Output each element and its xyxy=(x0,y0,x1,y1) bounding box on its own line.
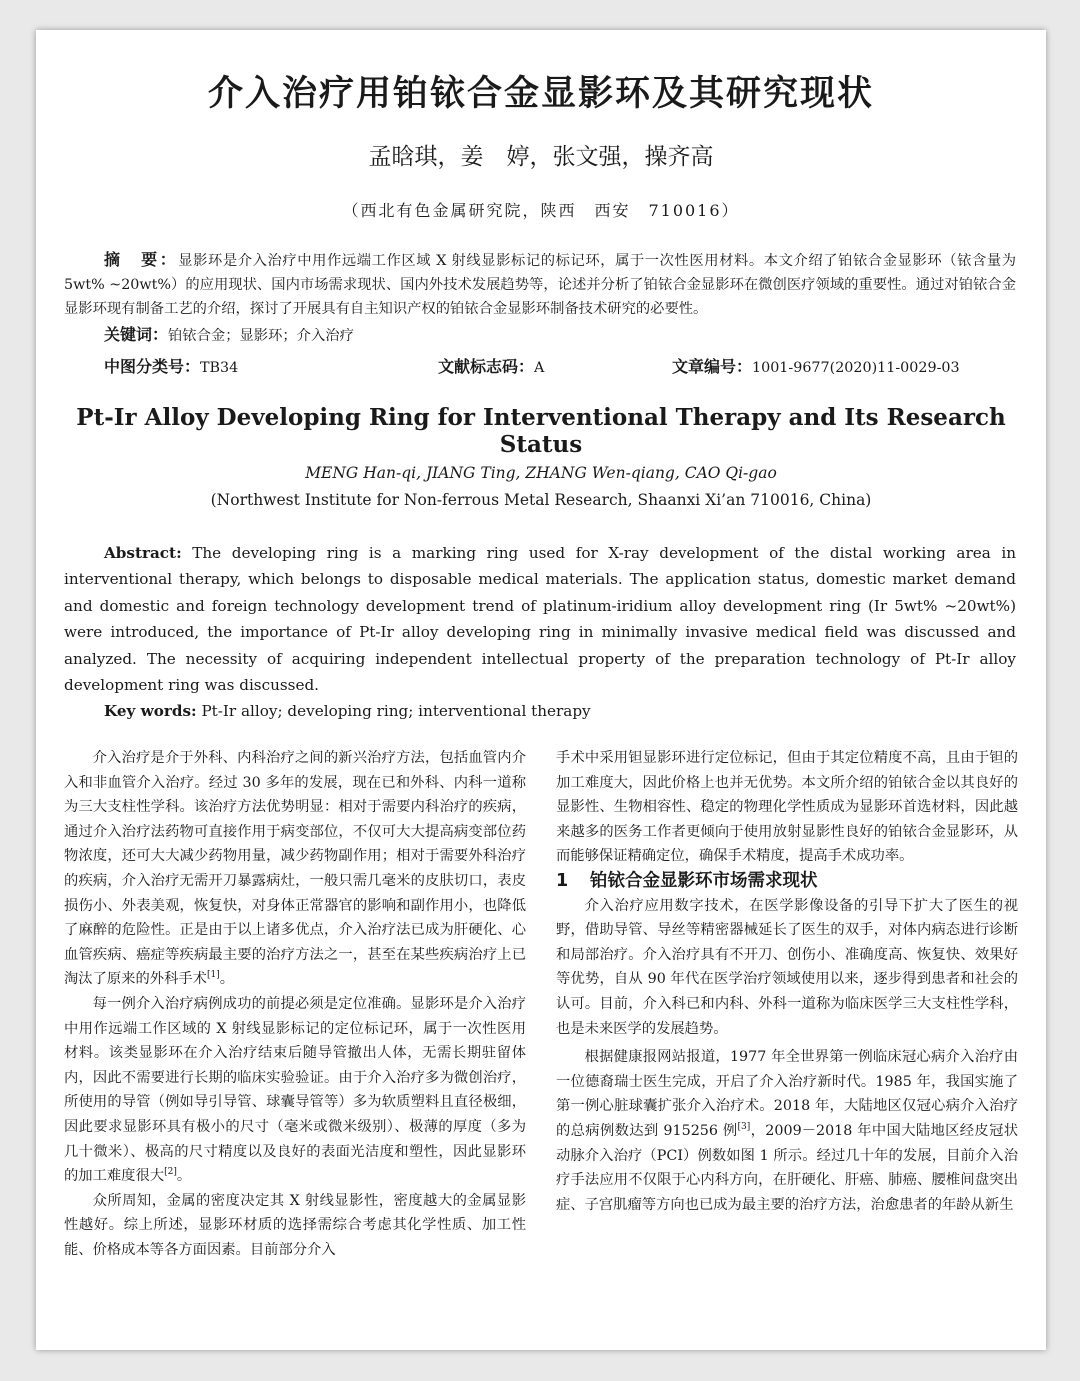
paragraph-end: 。 xyxy=(219,971,235,988)
paragraph: 众所周知，金属的密度决定其 X 射线显影性，密度越大的金属显影性越好。综上所述，显影环材质的选择需综合考虑其化学性质、加工性能、价格成本等各方面因素。目前部分介入 xyxy=(64,1192,526,1258)
keywords-en-label: Key words: xyxy=(104,702,197,720)
affiliation-en: (Northwest Institute for Non-ferrous Metal Research, Shaanxi Xi’an 710016, China) xyxy=(210,491,872,509)
abstract-en xyxy=(64,540,1016,698)
body-column-left xyxy=(64,746,526,1262)
title-cn: 介入治疗用铂铱合金显影环及其研究现状 xyxy=(207,74,874,114)
citation: [2] xyxy=(164,1167,177,1178)
doc-label: 文献标志码： xyxy=(438,357,535,376)
title-en: Pt-Ir Alloy Developing Ring for Interventional Therapy and Its Research Status xyxy=(76,404,1006,458)
abstract-cn-label: 摘 要： xyxy=(104,250,179,269)
classification-row xyxy=(104,354,1016,378)
paragraph-text: 介入治疗是介于外科、内科治疗之间的新兴治疗方法，包括血管内介入和非血管介入治疗。经过 30 多年的发展，现在已和外科、内科一道称为三大支柱性学科。该治疗方法优势明显：相对于需要内科治疗的疾病，通过介入治疗法药物可直接作用于病变部位，不仅可大大提高病变部位药物浓度，还可大大减少药物用量，减少药物副作用；相对于需要外科治疗的疾病，介入治疗无需开刀暴露病灶，一般只需几毫米的皮肤切口，表皮损伤小、外表美观，恢复快，对身体正常器官的影响和副作用小，也降低了麻醉的危险性。正是由于以上诸多优点，介入治疗法已成为肝硬化、心血管疾病、癌症等疾病最主要的治疗方法之一，甚至在某些疾病治疗上已淘汰了原来的外科手术 xyxy=(64,750,526,988)
keywords-cn-label: 关键词： xyxy=(104,325,169,344)
abstract-en-label: Abstract: xyxy=(104,544,182,562)
citation: [1] xyxy=(206,970,220,981)
body-column-right xyxy=(556,746,1018,1217)
section-heading xyxy=(556,869,1018,894)
paragraph: 手术中采用钽显影环进行定位标记，但由于其定位精度不高，且由于钽的加工难度大，因此价格上也并无优势。本文所介绍的铂铱合金以其良好的显影性、生物相容性、稳定的物理化学性质成为显影环首选材料，因此越来越多的医务工作者更倾向于使用放射显影性良好的铂铱合金显影环，从而能够保证精确定位，确保手术精度，提高手术成功率。 xyxy=(556,750,1018,865)
art-label: 文章编号： xyxy=(672,357,753,376)
citation: [3] xyxy=(737,1122,751,1133)
keywords-en-text: Pt-Ir alloy; developing ring; interventional therapy xyxy=(196,702,591,720)
paragraph-text: 根据健康报网站报道，1977 年全世界第一例临床冠心病介入治疗由一位德裔瑞士医生完成，开启了介入治疗新时代。1985 年，我国实施了第一例心脏球囊扩张介入治疗术。2018 年，大陆地区仅冠心病介入治疗的总病例数达到 915256 例 xyxy=(556,1049,1018,1139)
section-title: 铂铱合金显影环市场需求现状 xyxy=(590,870,818,891)
keywords-cn-text: 铂铱合金；显影环；介入治疗 xyxy=(168,328,354,344)
clc-value: TB34 xyxy=(200,360,239,376)
art-value: 1001-9677(2020)11-0029-03 xyxy=(752,360,960,376)
paragraph-text: 每一例介入治疗病例成功的前提必须是定位准确。显影环是介入治疗中用作远端工作区域的 X 射线显影标记的定位标记环，属于一次性医用材料。该类显影环在介入治疗结束后随导管撤出人体，无需长期驻留体内，因此不需要进行长期的临床实验验证。由于介入治疗多为微创治疗，所使用的导管（例如导引导管、球囊导管等）多为软质塑料且直径极细，因此要求显影环具有极小的尺寸（毫米或微米级别）、极薄的厚度（多为几十微米）、极高的尺寸精度以及良好的表面光洁度和塑性，因此显影环的加工难度很大 xyxy=(64,995,526,1185)
paragraph: 介入治疗应用数字技术，在医学影像设备的引导下扩大了医生的视野，借助导管、导丝等精密器械延长了医生的双手，对体内病态进行诊断和局部治疗。介入治疗具有不开刀、创伤小、准确度高、恢复快、效果好等优势，自从 90 年代在医学治疗领域使用以来，逐步得到患者和社会的认可。目前，介入科已和内科、外科一道称为临床医学三大支柱性学科，也是未来医学的发展趋势。 xyxy=(556,897,1018,1037)
keywords-cn xyxy=(104,322,354,345)
abstract-en-text: The developing ring is a marking ring used for X-ray development of the distal working area in interventional therapy, which belongs to disposable medical materials. The application status, domestic market demand and domestic and foreign technology development trend of platinum-iridium alloy development ring (Ir 5wt% ~20wt%) were introduced, the importance of Pt-Ir alloy developing ring in minimally invasive medical field was discussed and analyzed. The necessity of acquiring independent intellectual property of the preparation technology of Pt-Ir alloy development ring was discussed. xyxy=(64,544,1016,695)
affiliation-cn: （西北有色金属研究院，陕西 西安 710016） xyxy=(342,201,740,220)
abstract-cn-text: 显影环是介入治疗中用作远端工作区域 X 射线显影标记的标记环，属于一次性医用材料。本文介绍了铂铱合金显影环（铱含量为5wt% ~20wt%）的应用现状、国内市场需求现状、国内外技术发展趋势等，论述并分析了铂铱合金显影环在微创医疗领域的重要性。通过对铂铱合金显影环现有制备工艺的介绍，探讨了开展具有自主知识产权的铂铱合金显影环制备技术研究的必要性。 xyxy=(64,253,1016,317)
section-number: 1 xyxy=(556,870,569,891)
article-number xyxy=(672,354,960,377)
keywords-en xyxy=(104,698,591,724)
paragraph-text: ，2009－2018 年中国大陆地区经皮冠状动脉介入治疗（PCI）例数如图 1 所示。经过几十年的发展，目前介入治疗手法应用不仅限于心内科方向，在肝硬化、肝癌、肺癌、腰椎间盘突出症、子宫肌瘤等方向也已成为最主要的治疗方法，治愈患者的年龄从新生 xyxy=(556,1122,1019,1213)
abstract-cn xyxy=(64,248,1016,321)
doc-value: A xyxy=(534,360,545,376)
authors-en: MENG Han-qi, JIANG Ting, ZHANG Wen-qiang, CAO Qi-gao xyxy=(305,464,777,482)
paragraph xyxy=(64,992,526,1189)
paper-page xyxy=(36,30,1046,1350)
doc-code xyxy=(438,354,544,377)
paragraph-end: 。 xyxy=(176,1168,192,1185)
clc-number xyxy=(104,354,238,377)
paragraph xyxy=(64,746,526,992)
paragraph xyxy=(556,1045,1018,1217)
authors-cn: 孟晗琪，姜 婷，张文强，操齐高 xyxy=(368,144,714,170)
clc-label: 中图分类号： xyxy=(104,357,201,376)
